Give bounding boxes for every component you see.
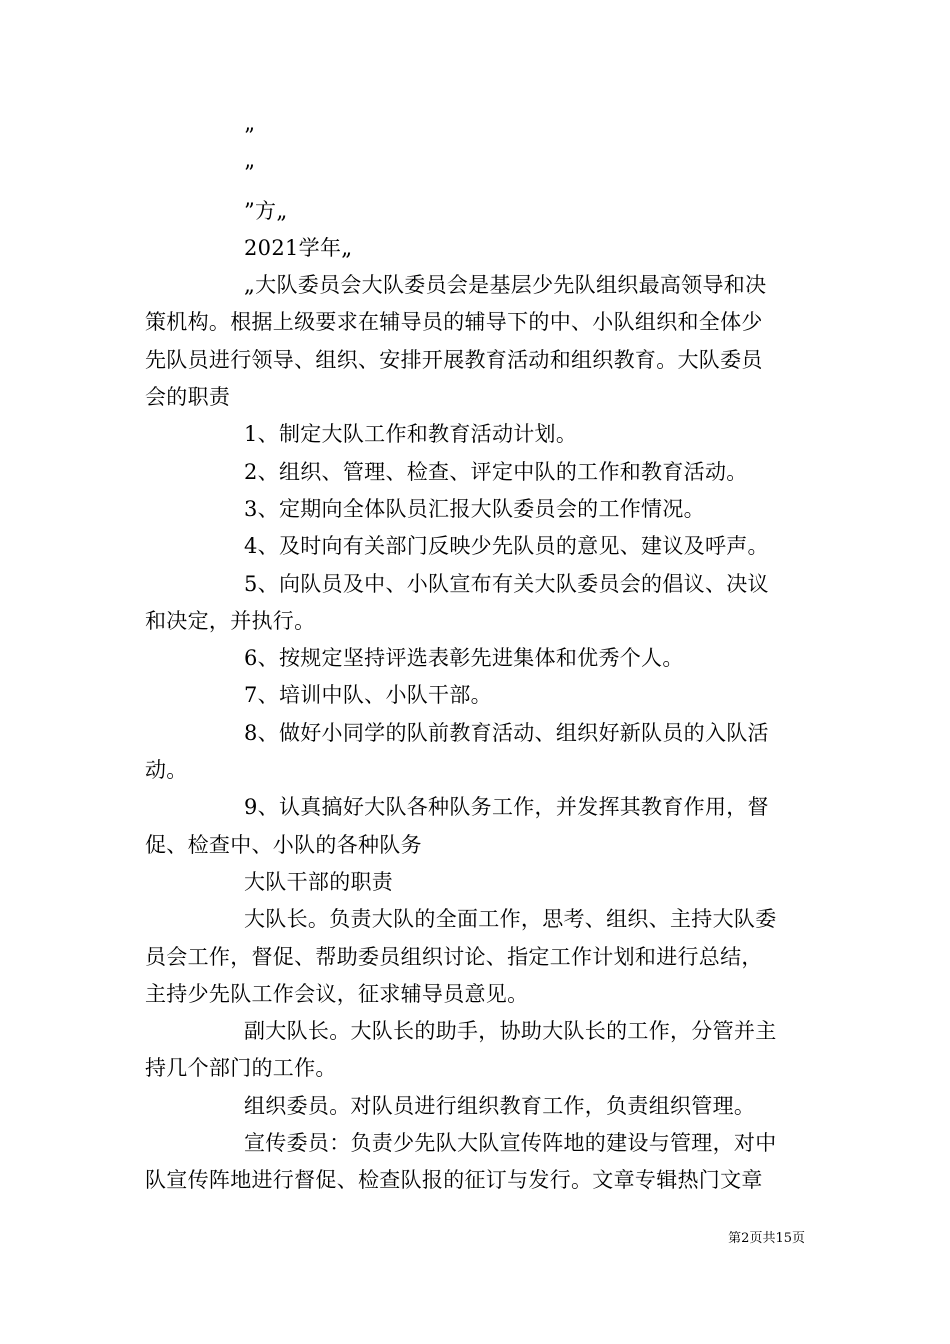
text-line: 持几个部门的工作。: [145, 1056, 337, 1081]
text-line: 主持少先队工作会议，征求辅导员意见。: [145, 981, 529, 1006]
document-body: [145, 118, 810, 1200]
text-line: 员会工作，督促、帮助委员组织讨论、指定工作计划和进行总结，: [145, 944, 763, 969]
text-line: ”: [244, 161, 256, 186]
text-line: 1、制定大队工作和教育活动计划。: [244, 422, 578, 447]
text-line: 2021学年„: [244, 235, 353, 260]
text-line: 促、检查中、小队的各种队务: [145, 832, 422, 857]
text-line: 组织委员。对队员进行组织教育工作，负责组织管理。: [244, 1093, 756, 1118]
text-line: 大队干部的职责: [244, 869, 394, 894]
text-line: 副大队长。大队长的助手，协助大队长的工作，分管并主: [244, 1019, 777, 1044]
text-line: 9、认真搞好大队各种队务工作，并发挥其教育作用，督: [244, 795, 769, 820]
text-line: 3、定期向全体队员汇报大队委员会的工作情况。: [244, 496, 705, 521]
text-line: „大队委员会大队委员会是基层少先队组织最高领导和决: [244, 273, 767, 298]
text-line: 2、组织、管理、检查、评定中队的工作和教育活动。: [244, 459, 748, 484]
text-line: 会的职责: [145, 385, 231, 410]
page-number: 第2页共15页: [728, 1231, 805, 1246]
text-line: 5、向队员及中、小队宣布有关大队委员会的倡议、决议: [244, 571, 769, 596]
text-line: 大队长。负责大队的全面工作，思考、组织、主持大队委: [244, 907, 777, 932]
text-line: ”: [244, 124, 256, 148]
text-line: 7、培训中队、小队干部。: [244, 683, 492, 708]
text-line: 先队员进行领导、组织、安排开展教育活动和组织教育。大队委员: [145, 347, 763, 372]
text-line: 和决定，并执行。: [145, 608, 316, 633]
text-line: 队宣传阵地进行督促、检查队报的征订与发行。文章专辑热门文章: [145, 1168, 763, 1193]
text-line: 8、做好小同学的队前教育活动、组织好新队员的入队活: [244, 720, 769, 745]
text-line: 策机构。根据上级要求在辅导员的辅导下的中、小队组织和全体少: [145, 310, 763, 335]
text-line: 6、按规定坚持评选表彰先进集体和优秀个人。: [244, 646, 684, 671]
text-line: 4、及时向有关部门反映少先队员的意见、建议及呼声。: [244, 534, 769, 559]
text-line: ”方„: [244, 198, 288, 223]
text-line: 动。: [145, 758, 188, 783]
text-line: 宣传委员：负责少先队大队宣传阵地的建设与管理，对中: [244, 1131, 777, 1156]
